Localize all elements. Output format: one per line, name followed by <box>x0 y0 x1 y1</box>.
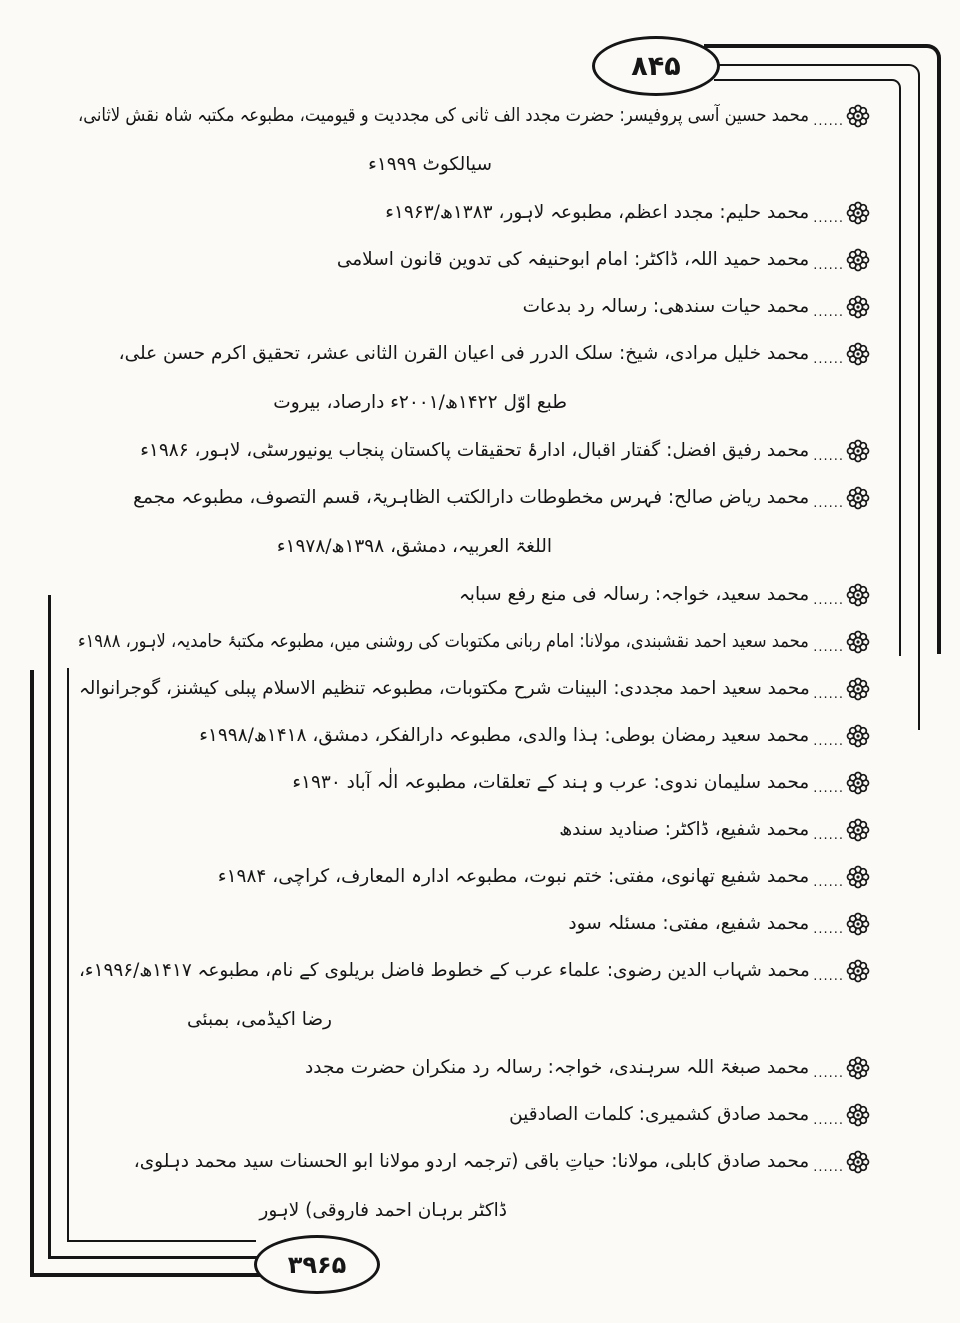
rosette-icon <box>846 295 870 319</box>
entry-text: محمد حسین آسی پروفیسر: حضرت مجدد الف ثانی کی مجددیت و قیومیت، مطبوعہ مکتبہ شاہ نقش لاثانی، <box>78 105 810 126</box>
rosette-icon <box>846 1056 870 1080</box>
leader-dots: ...... <box>813 258 844 273</box>
bibliography-entry <box>70 900 870 947</box>
entry-text: محمد ریاض صالح: فہرس مخطوطات دارالکتب الظاہریۃ، قسم التصوف، مطبوعہ مجمع <box>133 487 810 508</box>
bibliography-entry <box>70 189 870 236</box>
rosette-icon <box>846 104 870 128</box>
entry-text: محمد سعید احمد نقشبندی، مولانا: امام ربانی مکتوبات کی روشنی میں، مطبوعہ مکتبۂ حامدیہ، لاہور، ۱۹۸۸ء <box>78 631 810 652</box>
entry-text: محمد صادق کابلی، مولانا: حیاتِ باقی (ترجمہ اردو مولانا ابو الحسنات سید محمد دہلوی، <box>133 1151 810 1172</box>
rosette-icon <box>846 771 870 795</box>
footer-number-badge <box>254 1235 380 1294</box>
rosette-icon <box>846 677 870 701</box>
bibliography-entry <box>70 571 870 618</box>
entry-text: محمد صادق کشمیری: کلمات الصادقین <box>509 1104 810 1125</box>
rosette-icon <box>846 201 870 225</box>
bibliography-entry <box>70 330 870 427</box>
leader-dots: ...... <box>813 305 844 320</box>
leader-dots: ...... <box>813 875 844 890</box>
leader-dots: ...... <box>813 640 844 655</box>
rosette-icon <box>846 486 870 510</box>
leader-dots: ...... <box>813 1113 844 1128</box>
bibliography-entry <box>70 283 870 330</box>
entry-text-continued: سیالکوٹ ۱۹۹۹ء <box>368 153 492 175</box>
bibliography-entry <box>70 1138 870 1235</box>
bibliography-entry <box>70 759 870 806</box>
rosette-icon <box>846 1150 870 1174</box>
entry-text: محمد خلیل مرادی، شیخ: سلک الدرر فی اعیان القرن الثانی عشر، تحقیق اکرم حسن علی، <box>118 343 810 364</box>
entry-text: محمد حلیم: مجدد اعظم، مطبوعہ لاہور، ۱۳۸۳ھ/۱۹۶۳ء <box>385 202 810 223</box>
leader-dots: ...... <box>813 114 844 129</box>
entry-text: محمد شفیع، ڈاکٹر: صنادید سندھ <box>559 819 810 840</box>
entry-text-continued: رضا اکیڈمی، بمبئی <box>186 1008 332 1030</box>
entry-text: محمد حیات سندھی: رسالہ رد بدعات <box>522 296 810 317</box>
rosette-icon <box>846 724 870 748</box>
leader-dots: ...... <box>813 1160 844 1175</box>
leader-dots: ...... <box>813 922 844 937</box>
entry-text: محمد رفیق افضل: گفتار اقبال، ادارۂ تحقیقات پاکستان پنجاب یونیورسٹی، لاہور، ۱۹۸۶ء <box>140 440 810 461</box>
rosette-icon <box>846 959 870 983</box>
rosette-icon <box>846 439 870 463</box>
rosette-icon <box>846 865 870 889</box>
rosette-icon <box>846 342 870 366</box>
leader-dots: ...... <box>813 734 844 749</box>
bibliography-entry <box>70 474 870 571</box>
entry-text-continued: اللغۃ العربیہ، دمشق، ۱۳۹۸ھ/۱۹۷۸ء <box>276 535 552 557</box>
bibliography-entry <box>70 806 870 853</box>
bibliography-entry <box>70 853 870 900</box>
entry-text: محمد سلیمان ندوی: عرب و ہند کے تعلقات، مطبوعہ الٰہ آباد ۱۹۳۰ء <box>292 772 810 793</box>
entry-text: محمد سعید رمضان بوطی: ہذا والدی، مطبوعہ دارالفکر، دمشق، ۱۴۱۸ھ/۱۹۹۸ء <box>199 725 810 746</box>
leader-dots: ...... <box>813 969 844 984</box>
rosette-icon <box>846 912 870 936</box>
entry-text-continued: طبع اوّل ۱۴۲۲ھ/۲۰۰۱ء دارصاد، بیروت <box>273 391 567 413</box>
leader-dots: ...... <box>813 781 844 796</box>
leader-dots: ...... <box>813 211 844 226</box>
bibliography-entry <box>70 236 870 283</box>
leader-dots: ...... <box>813 352 844 367</box>
leader-dots: ...... <box>813 449 844 464</box>
leader-dots: ...... <box>813 496 844 511</box>
entry-text: محمد سعید، خواجہ: رسالہ فی منع رفع سبابہ <box>458 584 810 605</box>
bibliography-entry <box>70 1044 870 1091</box>
bibliography-entry <box>70 1091 870 1138</box>
bibliography-entry <box>70 618 870 665</box>
bibliography-entry <box>70 947 870 1044</box>
leader-dots: ...... <box>813 593 844 608</box>
entry-text-continued: ڈاکٹر برہان احمد فاروقی) لاہور <box>259 1199 507 1221</box>
leader-dots: ...... <box>813 687 844 702</box>
entry-text: محمد صبغۃ اللہ سرہندی، خواجہ: رسالہ رد منکران حضرت مجدد <box>305 1057 810 1078</box>
rosette-icon <box>846 248 870 272</box>
bibliography-entry <box>70 665 870 712</box>
bibliography-entry <box>70 427 870 474</box>
entry-text: محمد شفیع، مفتی: مسئلہ سود <box>568 913 810 934</box>
entry-text: محمد شفیع تھانوی، مفتی: ختم نبوت، مطبوعہ ادارہ المعارف، کراچی، ۱۹۸۴ء <box>217 866 810 887</box>
page-number: ۸۴۵ <box>631 50 681 82</box>
rosette-icon <box>846 583 870 607</box>
entry-text: محمد شہاب الدین رضوی: علماء عرب کے خطوط فاضل بریلوی کے نام، مطبوعہ ۱۴۱۷ھ/۱۹۹۶ء، <box>78 960 810 981</box>
leader-dots: ...... <box>813 828 844 843</box>
bibliography-list <box>70 92 870 1235</box>
bibliography-entry <box>70 92 870 189</box>
bibliography-entry <box>70 712 870 759</box>
rosette-icon <box>846 818 870 842</box>
rosette-icon <box>846 630 870 654</box>
rosette-icon <box>846 1103 870 1127</box>
entry-text: محمد سعید احمد مجددی: البینات شرح مکتوبات، مطبوعہ تنظیم الاسلام پبلی کیشنز، گوجرانوالہ <box>78 678 810 699</box>
page-number-badge <box>592 36 720 96</box>
footer-number: ۳۹۶۵ <box>287 1250 347 1279</box>
entry-text: محمد حمید اللہ، ڈاکٹر: امام ابوحنیفہ کی تدوین قانون اسلامی <box>336 249 810 270</box>
leader-dots: ...... <box>813 1066 844 1081</box>
